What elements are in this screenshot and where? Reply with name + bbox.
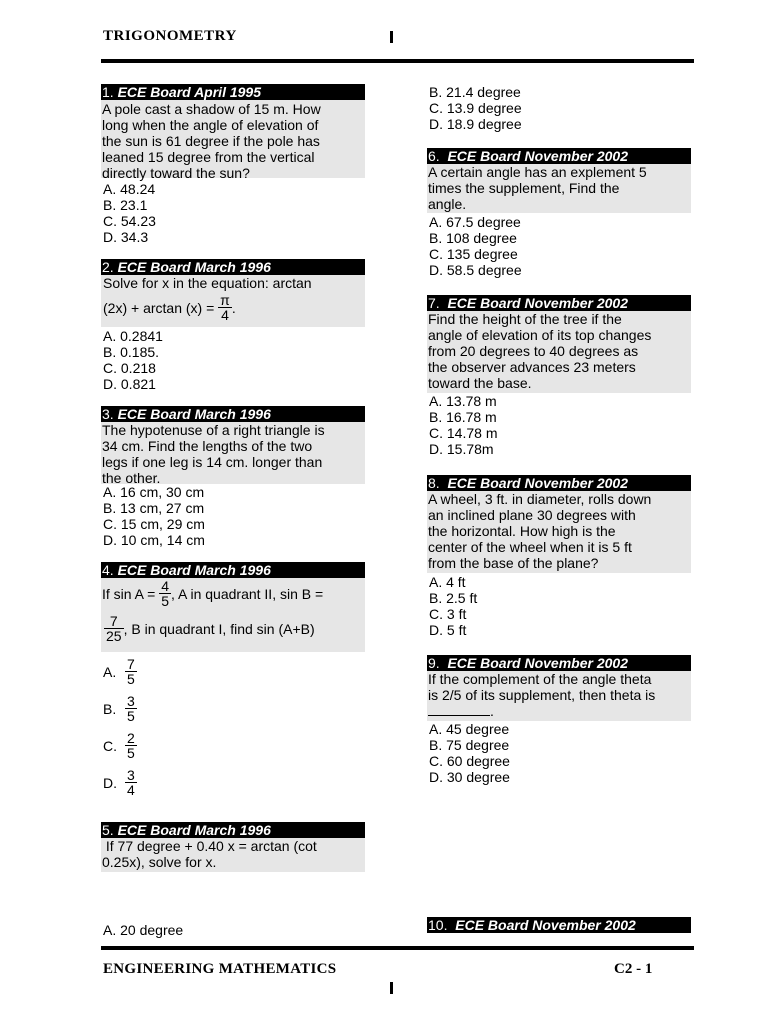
q4-option-label: C. xyxy=(103,737,117,754)
q10-heading xyxy=(427,917,691,933)
q4-question xyxy=(101,578,365,652)
q4-text: If sin A = xyxy=(102,585,156,602)
q1-options xyxy=(103,181,156,245)
q8-question xyxy=(427,491,691,573)
page-footer-title: ENGINEERING MATHEMATICS xyxy=(103,961,337,977)
q9-option-c: C. 60 degree xyxy=(429,753,510,769)
q7-line: toward the base. xyxy=(428,375,532,391)
q8-heading xyxy=(427,475,691,491)
q8-options xyxy=(429,574,477,638)
q6-option-a: A. 67.5 degree xyxy=(429,214,521,230)
q2-source: ECE Board March 1996 xyxy=(117,259,271,275)
q1-line: directly toward the sun? xyxy=(102,165,250,181)
q7-source: ECE Board November 2002 xyxy=(447,295,628,311)
q2-fraction xyxy=(218,293,232,322)
q2-line-1: Solve for x in the equation: arctan xyxy=(103,275,312,291)
q3-line: the other. xyxy=(102,470,161,486)
q8-source: ECE Board November 2002 xyxy=(447,475,628,491)
q9-line-3 xyxy=(428,703,690,719)
q4-option-den: 5 xyxy=(127,671,135,687)
header-marker xyxy=(390,31,393,43)
q3-option-d: D. 10 cm, 14 cm xyxy=(103,532,205,548)
q1-line: leaned 15 degree from the vertical xyxy=(102,149,315,165)
q4-option-fraction xyxy=(125,657,137,686)
q2-line-2 xyxy=(103,293,236,322)
q7-line: the observer advances 23 meters xyxy=(428,359,636,375)
q5-option-c: C. 13.9 degree xyxy=(429,100,522,116)
q9-number: 9. xyxy=(428,655,440,671)
q4-fraction-2-num: 7 xyxy=(109,613,118,629)
q9-source: ECE Board November 2002 xyxy=(447,655,628,671)
q1-option-b: B. 23.1 xyxy=(103,197,148,213)
q4-option-a xyxy=(103,657,137,686)
q3-options xyxy=(103,484,205,548)
q6-option-c: C. 135 degree xyxy=(429,246,518,262)
page-header-title: TRIGONOMETRY xyxy=(103,28,237,44)
q3-source: ECE Board March 1996 xyxy=(117,406,271,422)
q3-option-b: B. 13 cm, 27 cm xyxy=(103,500,205,516)
q4-option-num: 2 xyxy=(127,730,135,746)
q5-option-a: A. 20 degree xyxy=(103,922,184,938)
q9-heading xyxy=(427,655,691,671)
q3-line: The hypotenuse of a right triangle is xyxy=(102,422,325,438)
q4-option-num: 7 xyxy=(127,656,135,672)
q2-question xyxy=(101,275,365,327)
q2-fraction-den: 4 xyxy=(218,307,232,322)
q5-line: If 77 degree + 0.40 x = arctan (cot xyxy=(102,838,317,854)
q6-source: ECE Board November 2002 xyxy=(447,148,628,164)
q4-fraction-1-den: 5 xyxy=(161,593,170,609)
q4-option-num: 3 xyxy=(127,767,135,783)
q7-question xyxy=(427,311,691,393)
q4-number: 4. xyxy=(102,562,114,578)
q5-heading xyxy=(101,822,365,838)
q4-option-den: 4 xyxy=(127,782,135,798)
q1-option-c: C. 54.23 xyxy=(103,213,156,229)
q4-option-fraction xyxy=(125,731,137,760)
q2-option-b: B. 0.185. xyxy=(103,344,160,360)
q7-option-d: D. 15.78m xyxy=(429,441,494,457)
q2-option-d: D. 0.821 xyxy=(103,376,156,392)
q8-line: center of the wheel when it is 5 ft xyxy=(428,539,632,555)
q3-question xyxy=(101,422,365,484)
q4-text: , B in quadrant I, find sin (A+B) xyxy=(123,620,315,637)
q2-period: . xyxy=(231,299,236,316)
q4-option-den: 5 xyxy=(127,708,135,724)
q3-line: 34 cm. Find the lengths of the two xyxy=(102,438,313,454)
q1-line: A pole cast a shadow of 15 m. How xyxy=(102,101,321,117)
q6-option-d: D. 58.5 degree xyxy=(429,262,522,278)
q4-fraction-2-den: 25 xyxy=(106,628,122,644)
q8-option-d: D. 5 ft xyxy=(429,622,467,638)
q5-number: 5. xyxy=(102,822,114,838)
q7-option-c: C. 14.78 m xyxy=(429,425,498,441)
q3-option-a: A. 16 cm, 30 cm xyxy=(103,484,205,500)
q5-question xyxy=(101,838,365,872)
q9-option-a: A. 45 degree xyxy=(429,721,510,737)
q2-number: 2. xyxy=(102,259,114,275)
q4-fraction-1 xyxy=(159,579,171,608)
q6-heading xyxy=(427,148,691,164)
q4-option-c xyxy=(103,731,137,760)
q4-heading xyxy=(101,562,365,578)
q7-option-b: B. 16.78 m xyxy=(429,409,497,425)
q9-answer-blank xyxy=(428,703,490,716)
q3-line: legs if one leg is 14 cm. longer than xyxy=(102,454,323,470)
q1-option-d: D. 34.3 xyxy=(103,229,149,245)
q8-line: A wheel, 3 ft. in diameter, rolls down xyxy=(428,491,652,507)
q9-options xyxy=(429,721,510,785)
q4-option-d xyxy=(103,768,137,797)
q6-question xyxy=(427,164,691,213)
q7-option-a: A. 13.78 m xyxy=(429,393,497,409)
q4-option-b xyxy=(103,694,137,723)
q7-heading xyxy=(427,295,691,311)
q4-option-label: B. xyxy=(103,700,117,717)
q1-question xyxy=(101,100,365,181)
q3-heading xyxy=(101,406,365,422)
q5-option-d: D. 18.9 degree xyxy=(429,116,522,132)
q8-line: the horizontal. How high is the xyxy=(428,523,616,539)
q9-option-d: D. 30 degree xyxy=(429,769,510,785)
footer-marker xyxy=(390,982,393,994)
q5-line: 0.25x), solve for x. xyxy=(102,854,217,870)
q9-question xyxy=(427,671,691,721)
q2-options xyxy=(103,328,163,392)
q1-source: ECE Board April 1995 xyxy=(117,84,261,100)
q8-number: 8. xyxy=(428,475,440,491)
q2-equation: (2x) + arctan (x) = xyxy=(103,299,215,316)
q9-line: is 2/5 of its supplement, then theta is xyxy=(428,687,656,703)
q4-option-fraction xyxy=(125,768,137,797)
q6-number: 6. xyxy=(428,148,440,164)
q2-option-a: A. 0.2841 xyxy=(103,328,163,344)
q1-number: 1. xyxy=(102,84,114,100)
q4-option-fraction xyxy=(125,694,137,723)
q1-line: long when the angle of elevation of xyxy=(102,117,319,133)
q2-fraction-num: π xyxy=(220,292,230,308)
q9-line: If the complement of the angle theta xyxy=(428,671,652,687)
q4-option-label: D. xyxy=(103,774,117,791)
q7-number: 7. xyxy=(428,295,440,311)
q9-option-b: B. 75 degree xyxy=(429,737,510,753)
q8-option-a: A. 4 ft xyxy=(429,574,466,590)
q6-line: A certain angle has an explement 5 xyxy=(428,164,647,180)
footer-rule xyxy=(101,946,694,950)
q9-period: . xyxy=(490,703,494,719)
q4-fraction-2 xyxy=(104,614,124,643)
q8-line: an inclined plane 30 degrees with xyxy=(428,507,636,523)
q5-options-col2 xyxy=(429,84,522,132)
q5-options-col1 xyxy=(103,922,183,938)
q2-heading xyxy=(101,259,365,275)
q4-option-num: 3 xyxy=(127,693,135,709)
q2-option-c: C. 0.218 xyxy=(103,360,156,376)
page-number: C2 - 1 xyxy=(614,961,653,977)
q4-line-2 xyxy=(104,614,315,643)
q8-line: from the base of the plane? xyxy=(428,555,599,571)
q5-source: ECE Board March 1996 xyxy=(117,822,271,838)
q4-option-label: A. xyxy=(103,663,117,680)
q1-option-a: A. 48.24 xyxy=(103,181,156,197)
q4-fraction-1-num: 4 xyxy=(161,578,170,594)
q7-line: Find the height of the tree if the xyxy=(428,311,622,327)
header-rule xyxy=(101,59,694,63)
q8-option-c: C. 3 ft xyxy=(429,606,467,622)
q7-line: from 20 degrees to 40 degrees as xyxy=(428,343,639,359)
q6-line: times the supplement, Find the xyxy=(428,180,620,196)
q8-option-b: B. 2.5 ft xyxy=(429,590,478,606)
q10-source: ECE Board November 2002 xyxy=(455,917,636,933)
q3-option-c: C. 15 cm, 29 cm xyxy=(103,516,205,532)
q5-option-b: B. 21.4 degree xyxy=(429,84,521,100)
q7-line: angle of elevation of its top changes xyxy=(428,327,652,343)
q4-source: ECE Board March 1996 xyxy=(117,562,271,578)
q6-option-b: B. 108 degree xyxy=(429,230,517,246)
q4-option-den: 5 xyxy=(127,745,135,761)
q10-number: 10. xyxy=(428,917,448,933)
q7-options xyxy=(429,393,497,457)
q3-number: 3. xyxy=(102,406,114,422)
q1-line: the sun is 61 degree if the pole has xyxy=(102,133,320,149)
q1-heading xyxy=(101,84,365,100)
q6-options xyxy=(429,214,522,278)
q4-text: , A in quadrant II, sin B = xyxy=(171,585,324,602)
q6-line: angle. xyxy=(428,196,467,212)
q4-line-1 xyxy=(102,579,323,608)
